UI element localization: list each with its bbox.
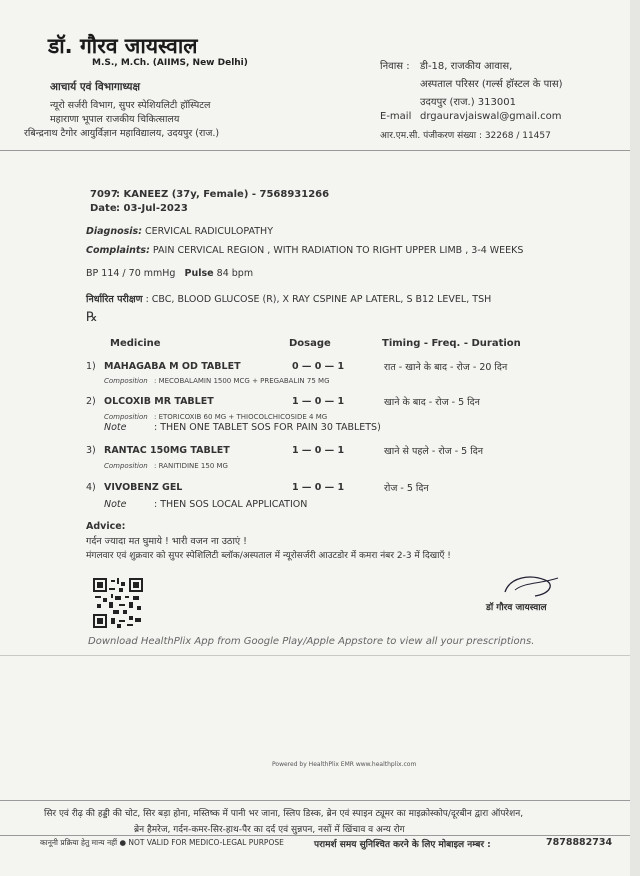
doctor-name: डॉ. गौरव जायस्वाल (48, 34, 198, 58)
medicine-timing: रोज - 5 दिन (384, 483, 429, 494)
medicine-name: MAHAGABA M OD TABLET (104, 361, 241, 372)
footer-divider-top (0, 800, 640, 801)
bp-label: BP (86, 268, 99, 279)
email: drgauravjaiswal@gmail.com (420, 111, 562, 122)
footer-divider-bottom (0, 835, 640, 836)
qr-code (93, 578, 143, 628)
medicine-name: RANTAC 150MG TABLET (104, 445, 230, 456)
doctor-degrees: M.S., M.Ch. (AIIMS, New Delhi) (92, 58, 248, 68)
dept-line-1: न्यूरो सर्जरी विभाग, सुपर स्पेशियलिटी हॉस्पिटल (50, 100, 211, 111)
composition-label: Composition (104, 462, 148, 470)
diagnosis-value: CERVICAL RADICULOPATHY (145, 226, 273, 237)
medicine-name: OLCOXIB MR TABLET (104, 396, 214, 407)
advice-line-2: मंगलवार एवं शुक्रवार को सुपर स्पेशिलिटी ब्लॉक/अस्पताल में न्यूरोसर्जरी आउटडोर में कमरा नंबर 2-3 में दिखाएँ ! (86, 551, 451, 561)
timing-header: Timing - Freq. - Duration (382, 338, 521, 349)
medicine-name: VIVOBENZ GEL (104, 482, 183, 493)
pulse-label: Pulse (184, 268, 214, 279)
note-value: : THEN ONE TABLET SOS FOR PAIN 30 TABLETS) (154, 422, 381, 433)
powered-by: Powered by HealthPlix EMR www.healthplix.com (272, 761, 417, 768)
address-line-1: डी-18, राजकीय आवास, (420, 61, 513, 72)
complaints-value: PAIN CERVICAL REGION , WITH RADIATION TO RIGHT UPPER LIMB , 3-4 WEEKS (152, 245, 524, 256)
note-value: : THEN SOS LOCAL APPLICATION (154, 499, 308, 510)
note-label: Note (104, 422, 127, 433)
scan-edge (630, 0, 640, 876)
address-line-2: अस्पताल परिसर (गर्ल्स हॉस्टल के पास) (420, 79, 563, 90)
diagnosis-label: Diagnosis: (86, 226, 143, 237)
phone-label: परामर्श समय सुनिश्चित करने के लिए मोबाइल नम्बर : (314, 840, 491, 850)
footer-services-line-2: ब्रेन हैमरेज, गर्दन-कमर-सिर-हाथ-पैर का दर्द एवं सुन्नपन, नसों में खिंचाव व अन्य रोग (134, 825, 405, 835)
bp-unit: mmHg (143, 268, 176, 279)
registration-number: आर.एम.सी. पंजीकरण संख्या : 32268 / 11457 (380, 131, 551, 141)
medicine-header: Medicine (110, 338, 161, 349)
complaints-label: Complaints: (86, 245, 150, 256)
vitals-row (86, 268, 253, 279)
composition-value: : RANITIDINE 150 MG (154, 462, 228, 470)
medicine-dosage: 1 — 0 — 1 (292, 396, 345, 407)
signature (500, 572, 560, 602)
tests-value: : CBC, BLOOD GLUCOSE (R), X RAY CSPINE AP LATERL, S B12 LEVEL, TSH (145, 294, 492, 305)
pulse-value: 84 bpm (216, 268, 254, 279)
header-divider (0, 150, 640, 151)
medicine-timing: खाने से पहले - रोज - 5 दिन (384, 446, 484, 457)
date-label: Date (90, 203, 117, 214)
medicine-number: 1) (86, 361, 96, 372)
medicine-dosage: 1 — 0 — 1 (292, 445, 345, 456)
tests-label: निर्धारित परीक्षण (86, 294, 143, 305)
signature-name: डॉ गौरव जायस्वाल (486, 603, 547, 613)
complaints-row (86, 245, 523, 256)
email-label: E-mail (380, 111, 412, 122)
patient-id: 7097 (90, 189, 118, 200)
medicine-number: 4) (86, 482, 96, 493)
medico-legal-disclaimer: कानूनी प्रक्रिया हेतु मान्य नहीं ● NOT VALID FOR MEDICO-LEGAL PURPOSE (40, 838, 284, 847)
bp-value: 114 / 70 (101, 268, 141, 279)
address-label: निवास : (380, 61, 410, 72)
patient-name: : KANEEZ (37y, Female) - 7568931266 (116, 189, 330, 200)
medicine-timing: खाने के बाद - रोज - 5 दिन (384, 397, 480, 408)
advice-line-1: गर्दन ज्यादा मत घुमाये ! भारी वजन ना उठाएं ! (86, 536, 247, 547)
composition-value: : MECOBALAMIN 1500 MCG + PREGABALIN 75 MG (154, 377, 330, 385)
dosage-header: Dosage (289, 338, 331, 349)
composition-label: Composition (104, 377, 148, 385)
tests-row (86, 292, 491, 305)
composition-label: Composition (104, 413, 148, 421)
composition-value: : ETORICOXIB 60 MG + THIOCOLCHICOSIDE 4 MG (154, 413, 328, 421)
medicine-number: 3) (86, 445, 96, 456)
visit-date: : 03-Jul-2023 (116, 203, 188, 214)
medicine-timing: रात - खाने के बाद - रोज - 20 दिन (384, 362, 508, 373)
diagnosis-row (86, 226, 273, 237)
dept-line-3: रबिन्द्रनाथ टैगोर आयुर्विज्ञान महाविद्यालय, उदयपुर (राज.) (24, 128, 220, 139)
content-divider (0, 655, 640, 656)
medicine-dosage: 0 — 0 — 1 (292, 361, 345, 372)
medicine-number: 2) (86, 396, 96, 407)
download-app-text: Download HealthPlix App from Google Play/Apple Appstore to view all your prescriptions. (88, 636, 535, 647)
note-label: Note (104, 499, 127, 510)
footer-services-line-1: सिर एवं रीढ़ की हड्डी की चोट, सिर बड़ा होना, मस्तिष्क में पानी भर जाना, स्लिप डिस्क, ब्रेन एवं स्पाइन ट्यूमर का माइक्रोस्कोप/दूरबीन द्वारा ऑपरेशन, (44, 809, 524, 819)
designation: आचार्य एवं विभागाध्यक्ष (50, 81, 141, 93)
address-line-3: उदयपुर (राज.) 313001 (420, 97, 516, 108)
advice-label: Advice: (86, 521, 126, 532)
medicine-dosage: 1 — 0 — 1 (292, 482, 345, 493)
rx-symbol: ℞ (86, 310, 98, 325)
phone-number: 7878882734 (546, 837, 613, 848)
dept-line-2: महाराणा भूपाल राजकीय चिकित्सालय (50, 114, 180, 125)
